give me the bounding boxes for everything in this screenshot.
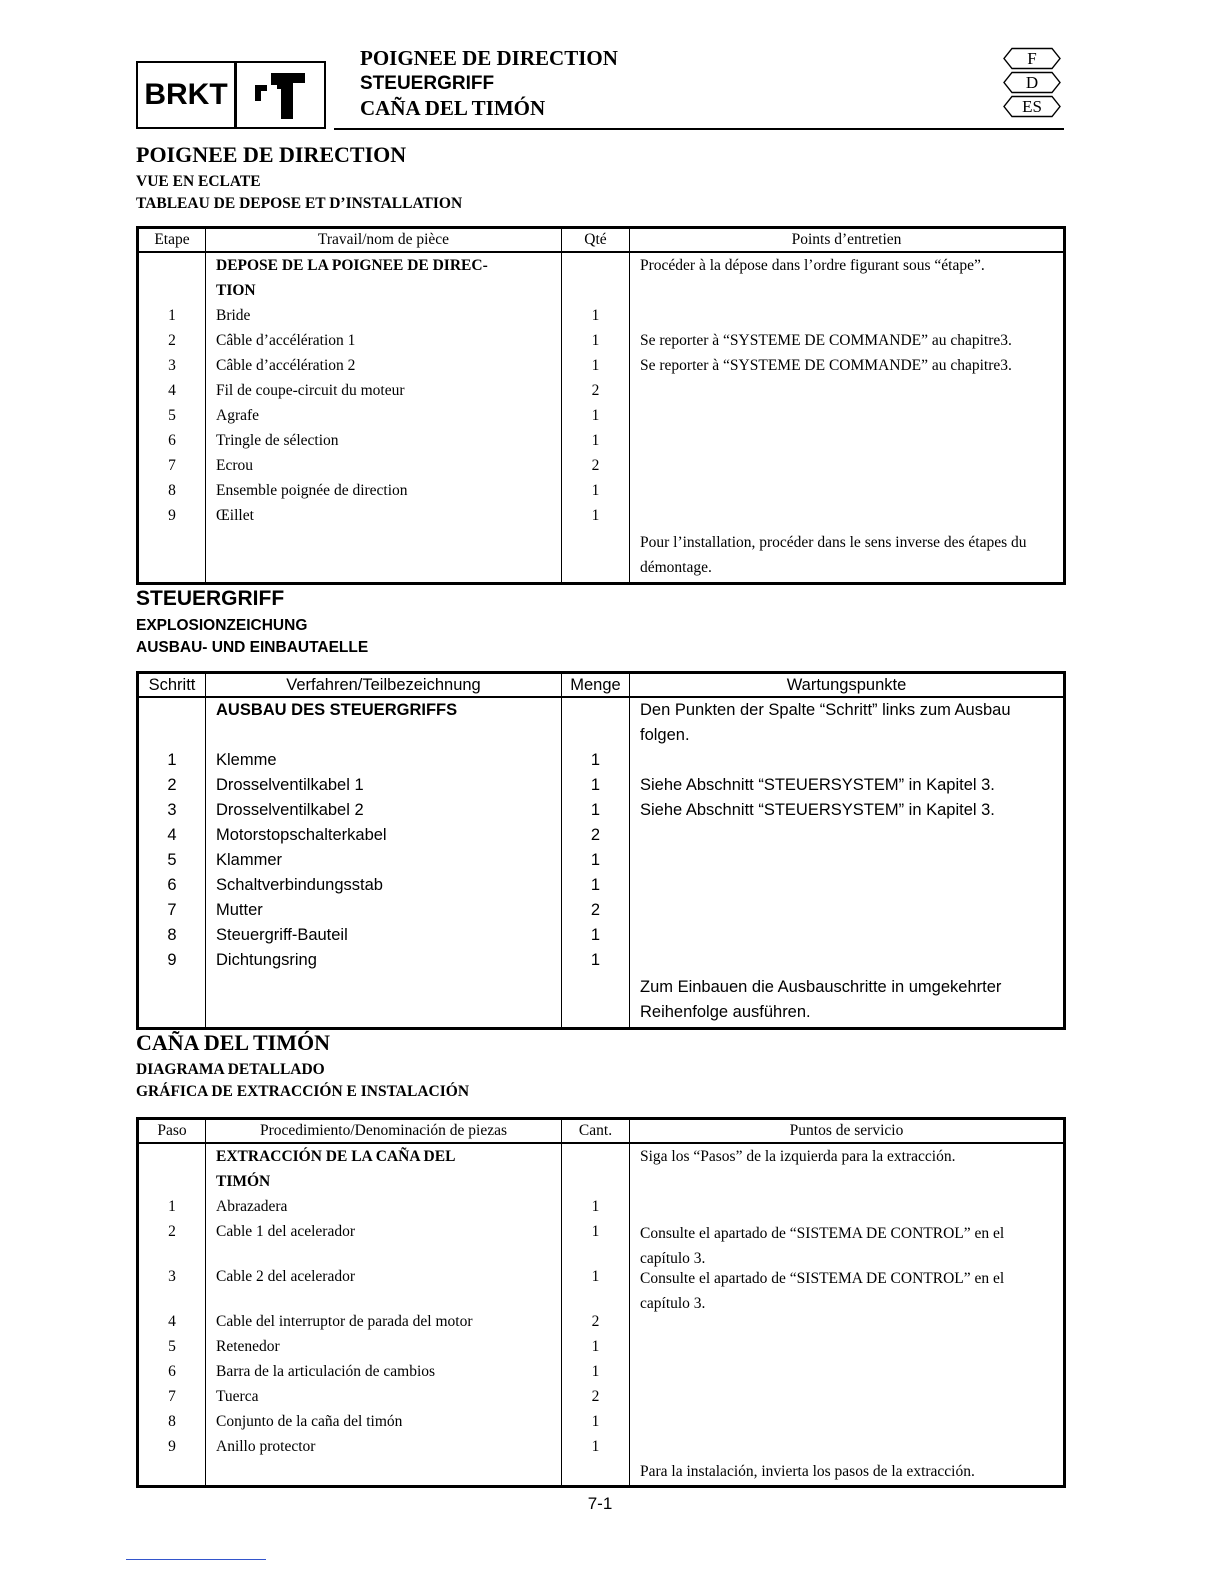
column-header: Points d’entretien bbox=[630, 228, 1065, 253]
column-header: Qté bbox=[562, 228, 630, 253]
column-header: Etape bbox=[138, 228, 206, 253]
page-number: 7-1 bbox=[587, 1494, 613, 1513]
section-title: CAÑA DEL TIMÓN bbox=[136, 1030, 330, 1055]
column-header: Procedimiento/Denominación de piezas bbox=[206, 1119, 562, 1144]
section-subtitle: GRÁFICA DE EXTRACCIÓN E INSTALACIÓN bbox=[136, 1083, 470, 1100]
quantity-column: 1 1 1 2 1 1 2 1 1 bbox=[562, 1143, 630, 1487]
section-es bbox=[136, 1029, 1066, 1480]
language-badges bbox=[1002, 47, 1064, 119]
service-points-column: Siga los “Pasos” de la izquierda para la extracción. Consulte el apartado de “SISTEMA DE CONTROL” en el capítulo 3. Consulte el apartado de “SISTEMA DE CONTROL” en el capítulo 3. Para la instalación, invierta los pasos de la extracción. bbox=[630, 1143, 1065, 1487]
quantity-column: 1 1 1 2 1 1 2 1 1 bbox=[562, 697, 630, 1029]
tiller-handle-icon bbox=[237, 63, 324, 127]
section-subtitle: AUSBAU- UND EINBAUTAELLE bbox=[136, 639, 369, 656]
section-fr bbox=[136, 141, 1066, 576]
procedure-heading: AUSBAU DES STEUERGRIFFS bbox=[216, 701, 458, 719]
procedure-heading-cont: TIMÓN bbox=[216, 1173, 271, 1190]
quantity-column: 1 1 1 2 1 1 2 1 1 bbox=[562, 252, 630, 584]
chapter-code: BRKT bbox=[138, 63, 237, 127]
column-header: Travail/nom de pièce bbox=[206, 228, 562, 253]
service-points-column: Den Punkten der Spalte “Schritt” links zum Ausbau folgen. Siehe Abschnitt “STEUERSYSTEM” in Kapitel 3. Siehe Abschnitt “STEUERSYSTEM” in Kapitel 3. Zum Einbauen die Ausbauschritte in umgekehrter Reihenfolge ausführen. bbox=[630, 697, 1065, 1029]
column-header: Verfahren/Teilbezeichnung bbox=[206, 673, 562, 698]
column-header: Paso bbox=[138, 1119, 206, 1144]
procedure-note: Den Punkten der Spalte “Schritt” links zum Ausbau folgen. bbox=[640, 701, 1011, 744]
service-points-column: Procéder à la dépose dans l’ordre figurant sous “étape”. Se reporter à “SYSTEME DE COMMANDE” au chapitre3. Se reporter à “SYSTEME DE COMMANDE” au chapitre3. Pour l’installation, procéder dans le sens inverse des étapes du démontage. bbox=[630, 252, 1065, 584]
part-name-column: AUSBAU DES STEUERGRIFFS Klemme Drosselventilkabel 1 Drosselventilkabel 2 Motorstopschalterkabel Klammer Schaltverbindungsstab Mutter Steuergriff-Bauteil Dichtungsring bbox=[206, 697, 562, 1029]
section-subtitle: DIAGRAMA DETALLADO bbox=[136, 1061, 325, 1078]
section-subtitle: TABLEAU DE DEPOSE ET D’INSTALLATION bbox=[136, 195, 463, 212]
section-title: POIGNEE DE DIRECTION bbox=[136, 142, 407, 167]
part-name-column: DEPOSE DE LA POIGNEE DE DIREC- TION Bride Câble d’accélération 1 Câble d’accélération 2 Fil de coupe-circuit du moteur Agrafe Tringle de sélection Ecrou Ensemble poignée de direction Œillet bbox=[206, 252, 562, 584]
section-subtitle: VUE EN ECLATE bbox=[136, 173, 261, 190]
procedure-heading: EXTRACCIÓN DE LA CAÑA DEL bbox=[216, 1148, 456, 1165]
column-header: Cant. bbox=[562, 1119, 630, 1144]
header-rule bbox=[334, 128, 1064, 130]
header-title-de: STEUERGRIFF bbox=[360, 73, 495, 94]
column-header: Menge bbox=[562, 673, 630, 698]
service-table-de bbox=[136, 671, 1066, 1030]
section-subtitle: EXPLOSIONZEICHUNG bbox=[136, 617, 308, 634]
step-column: 1 2 3 4 5 6 7 8 9 bbox=[138, 697, 206, 1029]
service-table-es bbox=[136, 1117, 1066, 1488]
language-badge-d: D bbox=[1002, 71, 1062, 94]
part-name-column: EXTRACCIÓN DE LA CAÑA DEL TIMÓN Abrazadera Cable 1 del acelerador Cable 2 del acelerador Cable del interruptor de parada del motor Retenedor Barra de la articulación de cambios Tuerca Conjunto de la caña del timón Anillo protector bbox=[206, 1143, 562, 1487]
installation-note: Para la instalación, invierta los pasos de la extracción. bbox=[640, 1463, 975, 1480]
procedure-heading-cont: TION bbox=[216, 282, 256, 299]
header-title-es: CAÑA DEL TIMÓN bbox=[360, 96, 546, 120]
section-de bbox=[136, 585, 1066, 1021]
footer-rule bbox=[126, 1559, 266, 1560]
chapter-badge bbox=[136, 61, 326, 129]
installation-note: Zum Einbauen die Ausbauschritte in umgekehrter Reihenfolge ausführen. bbox=[640, 978, 1002, 1021]
header-title-fr: POIGNEE DE DIRECTION bbox=[360, 46, 618, 70]
language-badge-f: F bbox=[1002, 47, 1062, 70]
section-title: STEUERGRIFF bbox=[136, 587, 285, 610]
header-titles bbox=[360, 46, 618, 121]
column-header: Puntos de servicio bbox=[630, 1119, 1065, 1144]
language-badge-es: ES bbox=[1002, 95, 1062, 118]
step-column: 1 2 3 4 5 6 7 8 9 bbox=[138, 252, 206, 584]
step-column: 1 2 3 4 5 6 7 8 9 bbox=[138, 1143, 206, 1487]
service-table-fr bbox=[136, 226, 1066, 585]
column-header: Schritt bbox=[138, 673, 206, 698]
column-header: Wartungspunkte bbox=[630, 673, 1065, 698]
installation-note: Pour l’installation, procéder dans le sens inverse des étapes du démontage. bbox=[640, 534, 1027, 576]
procedure-heading: DEPOSE DE LA POIGNEE DE DIREC- bbox=[216, 257, 488, 274]
